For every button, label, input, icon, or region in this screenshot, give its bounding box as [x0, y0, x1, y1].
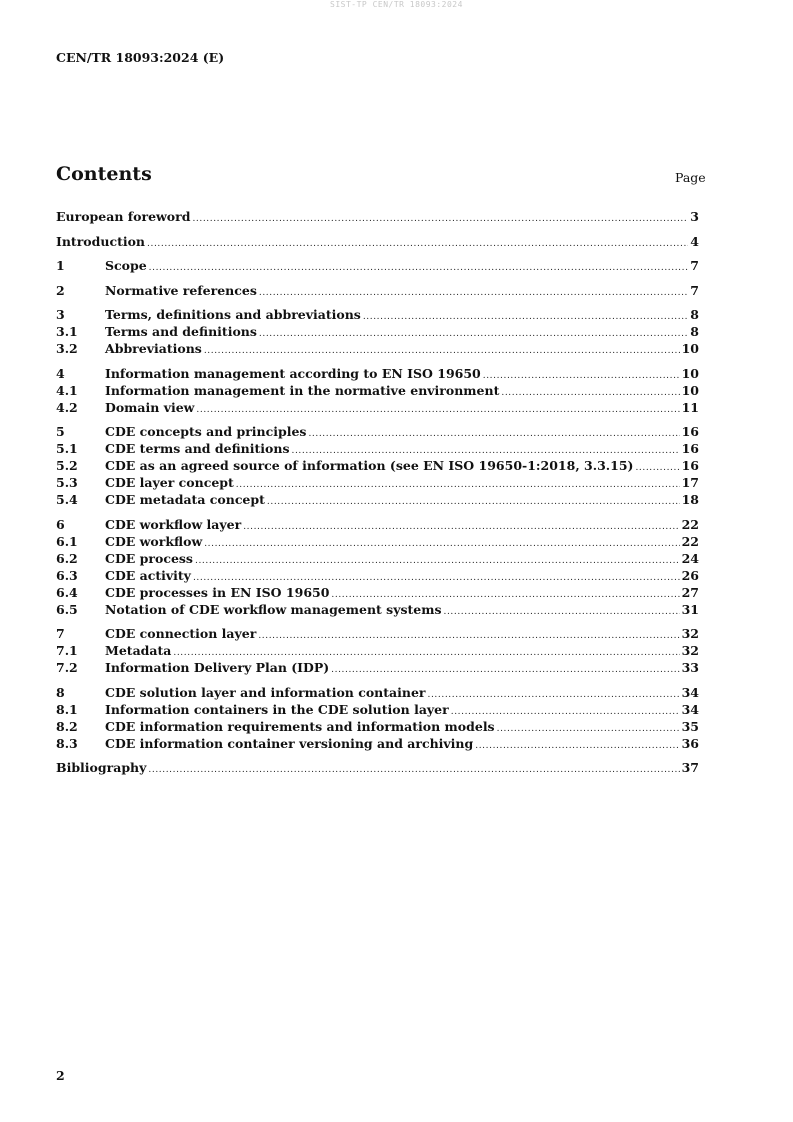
- toc-entry-number: 8.2: [56, 718, 78, 734]
- toc-entry[interactable]: [56, 567, 699, 584]
- toc-dot-leader: [501, 385, 679, 402]
- toc-entry-title[interactable]: CDE as an agreed source of information (see EN ISO 19650-1:2018, 3.3.15): [105, 458, 634, 473]
- toc-dot-leader: [428, 687, 680, 704]
- toc-entry-number: 1: [56, 258, 65, 273]
- toc-dot-leader: [259, 326, 688, 343]
- toc-entry-title[interactable]: CDE information requirements and information models: [105, 718, 495, 734]
- toc-entry[interactable]: [56, 584, 699, 601]
- toc-entry-number: 3.1: [56, 324, 78, 339]
- toc-dot-leader: [267, 494, 680, 511]
- toc-entry-page[interactable]: 16: [681, 441, 699, 456]
- toc-entry-number: 5.2: [56, 458, 78, 473]
- toc-entry-title[interactable]: Abbreviations: [105, 341, 202, 356]
- toc-dot-leader: [192, 211, 688, 228]
- toc-entry-page[interactable]: 37: [681, 760, 699, 775]
- toc-entry[interactable]: [56, 701, 699, 718]
- toc-entry-title[interactable]: CDE connection layer: [105, 626, 257, 641]
- toc-entry-page[interactable]: 11: [681, 399, 699, 415]
- toc-entry-number: 5: [56, 424, 65, 439]
- toc-entry-title[interactable]: Domain view: [105, 399, 195, 415]
- toc-entry[interactable]: [56, 323, 699, 340]
- toc-entry-page[interactable]: 10: [681, 341, 699, 356]
- toc-entry[interactable]: [56, 684, 699, 701]
- toc-entry-number: 8.1: [56, 701, 78, 717]
- toc-entry-page[interactable]: 32: [681, 643, 699, 658]
- toc-entry[interactable]: [56, 718, 699, 735]
- toc-entry[interactable]: [56, 550, 699, 567]
- toc-entry-page[interactable]: 24: [681, 550, 699, 566]
- toc-entry-title[interactable]: Terms, definitions and abbreviations: [105, 307, 361, 322]
- toc-entry-title[interactable]: Information Delivery Plan (IDP): [105, 660, 330, 675]
- toc-entry-number: 6: [56, 516, 65, 532]
- toc-entry[interactable]: [56, 399, 699, 416]
- toc-entry[interactable]: [56, 440, 699, 457]
- toc-entry-page[interactable]: 35: [681, 718, 699, 734]
- toc-dot-leader: [443, 604, 679, 621]
- toc-entry-title[interactable]: CDE workflow layer: [105, 516, 242, 532]
- toc-entry-number: 5.3: [56, 475, 78, 490]
- toc-entry-number: 7: [56, 626, 65, 641]
- toc-dot-leader: [331, 662, 679, 679]
- toc-entry-title[interactable]: European foreword: [56, 209, 191, 224]
- toc-dot-leader: [259, 285, 688, 302]
- table-of-contents: [56, 208, 699, 776]
- toc-entry-number: 6.5: [56, 601, 78, 617]
- toc-entry[interactable]: [56, 516, 699, 533]
- toc-entry[interactable]: [56, 642, 699, 659]
- toc-entry[interactable]: [56, 340, 699, 357]
- toc-entry-number: 3: [56, 307, 65, 322]
- toc-entry-title[interactable]: CDE activity: [105, 567, 191, 583]
- watermark: SIST-TP CEN/TR 18093:2024: [330, 0, 463, 9]
- toc-dot-leader: [196, 402, 679, 419]
- toc-dot-leader: [204, 343, 680, 360]
- toc-entry-title[interactable]: Scope: [105, 258, 147, 273]
- toc-entry[interactable]: [56, 365, 699, 382]
- toc-entry-title[interactable]: CDE processes in EN ISO 19650: [105, 584, 330, 600]
- toc-entry[interactable]: [56, 625, 699, 642]
- toc-entry-title[interactable]: CDE metadata concept: [105, 492, 265, 507]
- toc-entry-number: 6.1: [56, 533, 78, 549]
- toc-dot-leader: [308, 426, 679, 443]
- toc-entry-page[interactable]: 22: [681, 516, 699, 532]
- toc-entry-page[interactable]: 33: [681, 660, 699, 675]
- toc-entry-number: 5.1: [56, 441, 78, 456]
- toc-entry[interactable]: [56, 491, 699, 508]
- toc-entry-title[interactable]: Introduction: [56, 233, 146, 249]
- toc-entry-page[interactable]: 31: [681, 601, 699, 617]
- toc-entry[interactable]: [56, 382, 699, 399]
- toc-entry[interactable]: [56, 233, 699, 250]
- toc-entry-page[interactable]: 34: [681, 701, 699, 717]
- toc-dot-leader: [195, 553, 680, 570]
- toc-entry-number: 7.2: [56, 660, 78, 675]
- toc-entry-number: 4: [56, 365, 65, 381]
- document-identifier: CEN/TR 18093:2024 (E): [56, 50, 225, 65]
- toc-entry-number: 2: [56, 282, 65, 298]
- toc-dot-leader: [204, 536, 679, 553]
- toc-entry[interactable]: [56, 208, 699, 225]
- toc-entry[interactable]: [56, 601, 699, 618]
- page-number: 2: [56, 1068, 65, 1083]
- toc-entry[interactable]: [56, 306, 699, 323]
- toc-entry[interactable]: [56, 533, 699, 550]
- toc-entry[interactable]: [56, 659, 699, 676]
- toc-dot-leader: [148, 762, 679, 779]
- toc-dot-leader: [483, 368, 680, 385]
- toc-entry-title[interactable]: Metadata: [105, 643, 172, 658]
- toc-entry-number: 5.4: [56, 492, 78, 507]
- toc-entry[interactable]: [56, 457, 699, 474]
- contents-heading: Contents: [56, 163, 152, 185]
- toc-entry[interactable]: [56, 759, 699, 776]
- toc-entry-title[interactable]: CDE workflow: [105, 533, 203, 549]
- toc-entry-page[interactable]: 18: [681, 492, 699, 507]
- toc-entry[interactable]: [56, 735, 699, 752]
- toc-entry-number: 3.2: [56, 341, 78, 356]
- toc-entry[interactable]: [56, 423, 699, 440]
- toc-dot-leader: [147, 236, 688, 253]
- toc-entry-number: 8.3: [56, 735, 78, 751]
- toc-entry-title[interactable]: Terms and definitions: [105, 324, 257, 339]
- toc-entry-title[interactable]: CDE terms and definitions: [105, 441, 290, 456]
- toc-entry-page[interactable]: 8: [690, 307, 699, 322]
- toc-entry-page[interactable]: 7: [690, 258, 699, 273]
- toc-entry-page[interactable]: 4: [690, 233, 699, 249]
- toc-entry-page[interactable]: 27: [681, 584, 699, 600]
- toc-dot-leader: [363, 309, 688, 326]
- toc-entry-title[interactable]: CDE information container versioning and archiving: [105, 735, 474, 751]
- toc-entry-page[interactable]: 10: [681, 365, 699, 381]
- toc-entry-title[interactable]: CDE process: [105, 550, 193, 566]
- toc-entry-title[interactable]: Normative references: [105, 282, 257, 298]
- toc-dot-leader: [475, 738, 679, 755]
- toc-entry-page[interactable]: 8: [690, 324, 699, 339]
- toc-entry-number: 6.3: [56, 567, 78, 583]
- toc-entry-page[interactable]: 32: [681, 626, 699, 641]
- toc-entry-title[interactable]: Information containers in the CDE solution layer: [105, 701, 449, 717]
- toc-entry-number: 7.1: [56, 643, 78, 658]
- toc-entry-page[interactable]: 22: [681, 533, 699, 549]
- toc-entry-number: 6.4: [56, 584, 78, 600]
- toc-entry-title[interactable]: Information management according to EN ISO 19650: [105, 365, 481, 381]
- toc-dot-leader: [243, 519, 679, 536]
- toc-entry-number: 8: [56, 684, 65, 700]
- page-column-label: Page: [675, 170, 706, 185]
- toc-entry-page[interactable]: 16: [681, 424, 699, 439]
- toc-entry-title[interactable]: CDE solution layer and information container: [105, 684, 426, 700]
- toc-dot-leader: [258, 628, 679, 645]
- toc-entry-page[interactable]: 10: [681, 382, 699, 398]
- toc-entry[interactable]: [56, 474, 699, 491]
- toc-entry-page[interactable]: 34: [681, 684, 699, 700]
- toc-entry-page[interactable]: 7: [690, 282, 699, 298]
- toc-dot-leader: [635, 460, 679, 477]
- toc-entry-page[interactable]: 17: [681, 475, 699, 490]
- toc-entry[interactable]: [56, 257, 699, 274]
- toc-entry-number: 4.1: [56, 382, 78, 398]
- toc-entry-page[interactable]: 36: [681, 735, 699, 751]
- toc-entry-title[interactable]: Bibliography: [56, 760, 147, 775]
- toc-entry-title[interactable]: Information management in the normative environment: [105, 382, 500, 398]
- toc-entry-page[interactable]: 3: [690, 209, 699, 224]
- toc-entry-page[interactable]: 26: [681, 567, 699, 583]
- toc-entry-number: 4.2: [56, 399, 78, 415]
- toc-entry-title[interactable]: Notation of CDE workflow management systems: [105, 601, 442, 617]
- toc-dot-leader: [497, 721, 680, 738]
- toc-dot-leader: [236, 477, 680, 494]
- toc-entry-title[interactable]: CDE layer concept: [105, 475, 234, 490]
- toc-entry-number: 6.2: [56, 550, 78, 566]
- toc-dot-leader: [149, 260, 689, 277]
- toc-entry-title[interactable]: CDE concepts and principles: [105, 424, 307, 439]
- toc-entry[interactable]: [56, 282, 699, 299]
- toc-entry-page[interactable]: 16: [681, 458, 699, 473]
